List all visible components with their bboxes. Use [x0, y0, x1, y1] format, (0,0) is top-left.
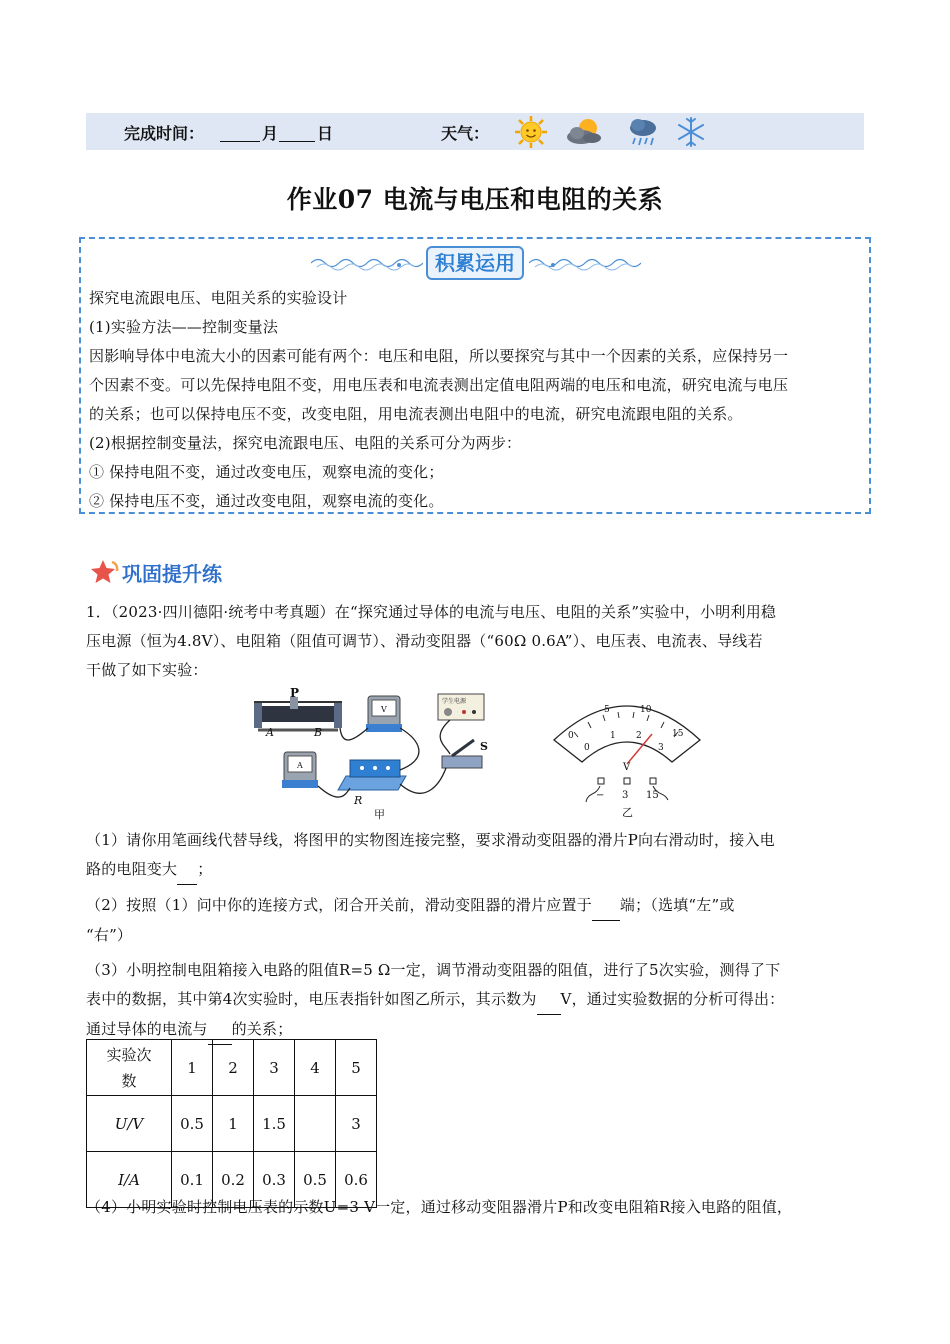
part-3-line-1: （3）小明控制电阻箱接入电路的阻值R=5 Ω一定，调节滑动变阻器的阻值，进行了5次实验，测得了下 [86, 961, 781, 979]
part-3-line-3: 通过导体的电流与 的关系； [86, 1015, 876, 1045]
power-supply-label: 学生电源 [442, 698, 467, 705]
ammeter [282, 752, 318, 788]
voltmeter-letter: V [381, 705, 387, 714]
knowledge-line: 的关系；也可以保持电压不变，改变电阻，用电流表测出电阻中的电流，研究电流跟电阻的关系。 [89, 405, 743, 423]
table-cell: 0.1 [172, 1152, 213, 1208]
outer-tick-15: 15 [672, 729, 684, 739]
knowledge-line: 探究电流跟电压、电阻关系的实验设计 [89, 289, 348, 307]
table-cell: 0.3 [254, 1152, 295, 1208]
snowflake-icon[interactable] [674, 115, 708, 149]
knowledge-line: ① 保持电阻不变，通过改变电压，观察电流的变化； [89, 463, 444, 481]
data-table [86, 1039, 377, 1208]
header-band [86, 113, 864, 150]
table-header-cell: 4 [295, 1040, 336, 1096]
figure-caption-jia: 甲 [374, 808, 385, 820]
voltmeter [366, 696, 402, 732]
terminal-3: 3 [622, 790, 629, 801]
inner-tick-2: 2 [636, 731, 642, 741]
label-r: R [354, 794, 363, 807]
table-header-cell: 2 [213, 1040, 254, 1096]
table-row-label: U/V [87, 1096, 172, 1152]
inner-tick-1: 1 [610, 731, 616, 741]
part-1-line-2: 路的电阻变大 ； [86, 855, 876, 885]
voltmeter-dial-figure [548, 688, 706, 820]
month-label: 月 [262, 124, 279, 143]
table-header-cell: 5 [336, 1040, 377, 1096]
knowledge-line: ② 保持电压不变，通过改变电阻，观察电流的变化。 [89, 492, 444, 510]
part-2-line-1: （2）按照（1）问中你的连接方式，闭合开关前，滑动变阻器的滑片应置于 端；（选填“左”或 [86, 891, 876, 921]
table-row-label: I/A [87, 1152, 172, 1208]
table-cell: 3 [336, 1096, 377, 1152]
label-s: S [480, 740, 488, 753]
answer-blank-1[interactable] [177, 855, 197, 885]
completion-label: 完成时间： [124, 124, 205, 143]
answer-blank-3[interactable] [537, 985, 561, 1015]
question-parts [86, 826, 876, 1045]
switch [442, 740, 482, 768]
question-intro [86, 598, 876, 685]
table-header-cell: 3 [254, 1040, 295, 1096]
label-b: B [314, 726, 323, 739]
table-cell: 0.6 [336, 1152, 377, 1208]
inner-tick-0: 0 [584, 743, 590, 753]
ammeter-letter: A [297, 761, 303, 770]
knowledge-badge: 积累运用 [426, 246, 524, 280]
table-cell: 1 [213, 1096, 254, 1152]
outer-tick-0: 0 [568, 731, 574, 741]
wave-ornament-right [529, 253, 641, 273]
table-cell: 0.2 [213, 1152, 254, 1208]
figure-caption-yi: 乙 [622, 806, 633, 819]
circuit-figure [250, 688, 500, 820]
question-line: 干做了如下实验： [86, 661, 208, 679]
knowledge-line: 个因素不变。可以先保持电阻不变，用电压表和电流表测出定值电阻两端的电压和电流，研究电流与电压 [89, 376, 789, 394]
answer-blank-2[interactable] [592, 891, 620, 921]
star-icon [90, 558, 120, 586]
label-a: A [266, 726, 274, 739]
part-2-line-2: “右”） [86, 926, 133, 944]
page-title: 作业07 电流与电压和电阻的关系 [286, 185, 664, 214]
partly-cloudy-icon[interactable] [564, 115, 604, 149]
table-row [87, 1040, 377, 1096]
label-p: P [290, 688, 300, 700]
month-blank[interactable] [220, 141, 260, 142]
outer-tick-10: 10 [640, 705, 652, 715]
part-3-line-2: 表中的数据，其中第4次实验时，电压表指针如图乙所示，其示数为 V，通过实验数据的分析可得出： [86, 985, 876, 1015]
terminal-15: 15 [646, 790, 659, 801]
part-1-line-1: （1）请你用笔画线代替导线，将图甲的实物图连接完整，要求滑动变阻器的滑片P向右滑动时，接入电 [86, 831, 775, 849]
terminal-minus: − [596, 790, 605, 801]
table-cell: 0.5 [172, 1096, 213, 1152]
knowledge-line: (1)实验方法——控制变量法 [89, 318, 279, 336]
knowledge-box [79, 237, 871, 514]
section-heading-text: 巩固提升练 [122, 562, 222, 586]
table-row [87, 1096, 377, 1152]
weather-label: 天气： [441, 124, 490, 143]
dial-unit: V [623, 762, 631, 773]
wave-ornament-left [311, 253, 423, 273]
resistance-box [338, 760, 406, 790]
question-line: 压电源（恒为4.8V）、电阻箱（阻值可调节）、滑动变阻器（“60Ω 0.6A”）、电压表、电流表、导线若 [86, 632, 763, 650]
knowledge-line: 因影响导体中电流大小的因素可能有两个：电压和电阻，所以要探究与其中一个因素的关系，应保持另一 [89, 347, 789, 365]
part-4-line: （4）小明实验时控制电压表的示数U=3 V一定，通过移动变阻器滑片P和改变电阻箱R接入电路的阻值， [86, 1198, 793, 1216]
sun-icon[interactable] [514, 115, 548, 149]
knowledge-lines [89, 284, 869, 516]
table-header-cell: 实验次数 [87, 1040, 172, 1096]
day-label: 日 [317, 124, 334, 143]
table-cell: 1.5 [254, 1096, 295, 1152]
rain-cloud-icon[interactable] [626, 115, 660, 149]
question-line: 1．（2023·四川德阳·统考中考真题）在“探究通过导体的电流与电压、电阻的关系”实验中，小明利用稳 [86, 603, 777, 621]
table-cell: 0.5 [295, 1152, 336, 1208]
outer-tick-5: 5 [604, 705, 610, 715]
knowledge-line: (2)根据控制变量法，探究电流跟电压、电阻的关系可分为两步： [89, 434, 522, 452]
table-header-cell: 1 [172, 1040, 213, 1096]
day-blank[interactable] [279, 141, 315, 142]
inner-tick-3: 3 [658, 743, 664, 753]
table-cell-blank[interactable] [295, 1096, 336, 1152]
